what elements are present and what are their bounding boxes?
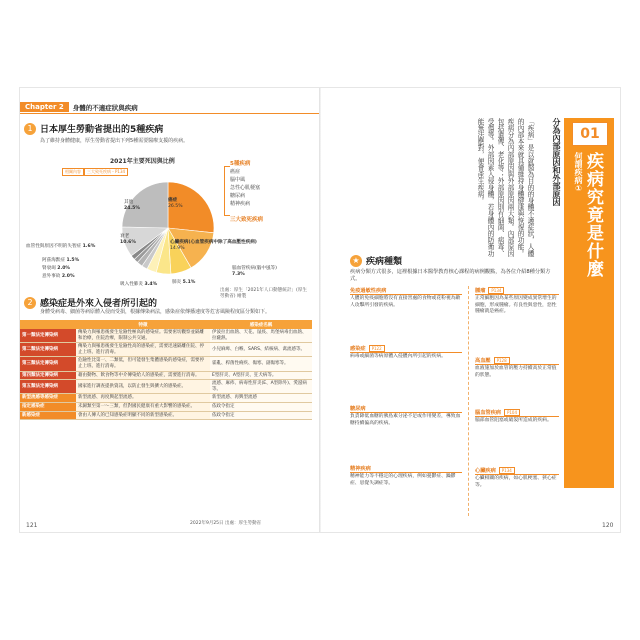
pie-label-heart: 心臟疾病(心血管疾病中除了高血壓性疾病) 14.9% — [170, 240, 257, 251]
section1-title: 日本厚生勞動省提出的5種疾病 — [40, 125, 164, 135]
ref-tag: P128 — [494, 357, 510, 364]
chapter-label: Chapter 2 — [20, 102, 69, 112]
bracket-line — [224, 166, 230, 216]
big3-ref-tag: 三大致死疾病・P134 — [84, 168, 128, 176]
row-disease-names: 依政令指定 — [210, 411, 312, 420]
ref-tag: P134 — [488, 287, 504, 294]
disease-card — [350, 346, 462, 361]
row-description: 新型流感、再度興起型流感。 — [76, 394, 210, 403]
disease-item: 癌症 — [230, 169, 241, 175]
row-category: 第二類法定傳染病 — [20, 343, 76, 357]
ref-tag: P122 — [369, 345, 385, 352]
row-disease-names: 小兒麻痺、白喉、SARS、結核病、禽流感等。 — [210, 343, 312, 357]
pie-label-cancer: 癌症 26.5% — [168, 198, 183, 209]
chart-source: 出處：厚生「2021年人口動態統計」(厚生勞動省) 繪製 — [220, 288, 307, 299]
related-tag: 相關內容 — [62, 168, 84, 176]
row-description: 藉由動物、飲食物等中介傳染給人的感染症，需要進行消毒。 — [76, 371, 210, 380]
number-circle-icon: 2 — [24, 297, 36, 309]
disease-card — [475, 288, 559, 316]
table-row — [20, 329, 312, 343]
card-title: 免疫過敏性疾病 — [350, 288, 462, 295]
disease-item: 糖尿病 — [230, 193, 246, 199]
table-header: 特徵 — [76, 320, 210, 329]
row-category: 第三類法定傳染病 — [20, 357, 76, 371]
row-disease-names: E型肝炎、A型肝炎、狂犬病等。 — [210, 371, 312, 380]
book-spread — [20, 88, 620, 532]
big3-label: 三大致死疾病 — [230, 217, 264, 223]
card-title: 心臟疾病 P134 — [475, 468, 559, 475]
pie-label-accident: 意外事故 2.0% — [42, 274, 75, 279]
row-category: 新感染症 — [20, 411, 76, 420]
table-header-row — [20, 320, 312, 329]
section2-heading — [24, 296, 157, 309]
column-heading: 分為內部原因和外部原因 — [552, 118, 561, 206]
row-category: 新型流感等感染症 — [20, 394, 76, 403]
pie-label-dementia: 血管性與原因不明的失智症 1.6% — [26, 244, 96, 249]
card-title: 高血壓 P128 — [475, 358, 559, 365]
column-separator — [468, 286, 469, 516]
card-body: 人體的免疫細胞將沒有直接害處的食物或花粉視為敵人攻擊所引發的疾病。 — [350, 296, 461, 308]
chart-title: 2021年主要死因與比例 — [110, 158, 175, 165]
left-page — [20, 88, 320, 532]
pie-label-senility: 衰老 10.6% — [120, 234, 136, 245]
table-row — [20, 357, 312, 371]
card-body: 心臟相關的疾病，如心肌梗塞、狹心症等。 — [475, 476, 557, 488]
tab-main-title: 疾病究竟是什麼 — [583, 152, 603, 278]
disease-item: 腦中風 — [230, 177, 246, 183]
card-body: 負責降低血糖的胰島素分泌不足或作用變差，導致血糖持續偏高的疾病。 — [350, 414, 461, 426]
pie-chart — [108, 168, 228, 288]
row-disease-names: 伊波拉出血熱、天花、鼠疫、馬堡病毒出血熱、拉薩熱。 — [210, 329, 312, 343]
chapter-header — [20, 101, 138, 113]
pie-label-alzheimer: 阿茲海默症 1.5% — [42, 258, 80, 263]
disease-card — [350, 288, 462, 309]
table-header — [20, 320, 76, 329]
card-title: 糖尿病 — [350, 406, 462, 413]
pie-label-other: 其他 24.5% — [124, 200, 140, 211]
section1-heading — [24, 122, 163, 135]
disease-card — [475, 410, 559, 425]
pie-label-aspiration: 吸入性肺炎 3.4% — [120, 282, 158, 287]
table-row — [20, 343, 312, 357]
row-disease-names: 新型流感、再興型流感 — [210, 394, 312, 403]
row-description: 未歸類至第一～三類，但對國民健康有重大影響的感染症。 — [76, 402, 210, 411]
table-header: 感染症名稱 — [210, 320, 312, 329]
row-description: 危險性比第一、二類低，但可能發生集體感染的感染症，需要停止上班、進行消毒。 — [76, 357, 210, 371]
pie-label-kidney: 腎衰竭 2.0% — [42, 266, 71, 271]
card-title: 腫瘤 P134 — [475, 288, 559, 295]
card-body: 腦部血管阻塞或破裂所造成的疾病。 — [475, 418, 552, 424]
table-row — [20, 380, 312, 394]
tab-subtitle: 何謂疾病① — [574, 152, 583, 193]
chapter-divider — [20, 113, 320, 114]
card-title: 感染症 P122 — [350, 346, 462, 353]
five-diseases-heading: 5種疾病 — [230, 161, 251, 167]
row-disease-names: 依政令指定 — [210, 402, 312, 411]
table-row — [20, 371, 312, 380]
types-intro: 疾病分類方式很多，這裡根據日本醫學教育核心課程的病例觀點，為各位介紹8種分類方式。 — [350, 269, 551, 282]
page-number-right: 120 — [602, 522, 614, 529]
card-body: 正常細胞因為某些原因變成異常增生的細胞，形成腫瘤。有良性與惡性，惡性腫瘤就是癌症。 — [475, 296, 557, 315]
card-body: 血液施加於血管的壓力持續高於正常值的狀態。 — [475, 366, 557, 378]
ref-tag: P134 — [499, 467, 515, 474]
section1-intro: 為了維持身體健康，厚生勞動省提出下列5種需要醫療支援的疾病。 — [40, 138, 189, 144]
row-disease-names: 流感、麻疹、病毒性肝炎(E、A型除外)、愛滋病等。 — [210, 380, 312, 394]
disease-card — [350, 406, 462, 427]
chapter-title: 身體的不適症狀與疾病 — [72, 103, 138, 112]
disease-card — [475, 468, 559, 489]
disease-item: 急性心肌梗塞 — [230, 185, 261, 191]
footnote: 2022年9月25日 出處：厚生勞動省 — [190, 521, 261, 526]
infectious-disease-table — [20, 320, 312, 420]
row-category: 第五類法定傳染病 — [20, 380, 76, 394]
table-row — [20, 402, 312, 411]
disease-card — [475, 358, 559, 379]
row-description: 傳染力與罹患後發生危險性極高的感染症。需要密切觀察並隔離和治療，住院治療，限制公共交通。 — [76, 329, 210, 343]
page-number-left: 121 — [26, 522, 38, 529]
types-title: 疾病種類 — [366, 257, 403, 267]
pie-label-stroke: 腦血管疾病(腦中風等) 7.3% — [232, 266, 277, 277]
card-title: 精神疾病 — [350, 466, 462, 473]
vertical-body-text: 「疾病」是以就醫為目的的身體不適症狀，人體的內部本來就具備維持身體健康與恢復的功能。疾病分為內部原因與外部原因兩大類。內部原因包括遺傳、老化等；外部原因則有細菌、病毒、受傷等。外部因素入侵身體，若身體內的防衛功能無法應對，便會產生疾病。 — [476, 118, 534, 257]
disease-card — [350, 466, 462, 487]
row-description: 國家進行調查提供資訊，以防止發生與擴大的感染症。 — [76, 380, 210, 394]
right-page — [320, 88, 620, 532]
table-row — [20, 411, 312, 420]
row-description: 傳染力與罹患後發生危險性高的感染症，需要迅速隔離住院、停止上班、進行消毒。 — [76, 343, 210, 357]
disease-item: 精神疾病 — [230, 201, 251, 207]
card-body: 病毒或細菌等病原體入侵體內所引起的疾病。 — [350, 354, 446, 360]
row-category: 指定感染症 — [20, 402, 76, 411]
tab-number: 01 — [572, 122, 608, 146]
row-disease-names: 霍亂、桿菌性痢疾、傷寒、副傷寒等。 — [210, 357, 312, 371]
section2-intro: 身體受病毒、細菌等病原體入侵而受損，根據傳染病法，感染症依傳播速度等危害風險程度區分類如下。 — [40, 309, 271, 315]
row-category: 第一類法定傳染病 — [20, 329, 76, 343]
pie-label-pneumonia: 肺炎 5.1% — [172, 280, 196, 285]
five-diseases-list — [230, 160, 263, 224]
ref-tag: P104 — [504, 409, 520, 416]
card-body: 精神能力等不穩定的心理疾病，例如憂鬱症、躁鬱症、思覺失調症等。 — [350, 474, 456, 486]
card-title: 腦血管疾病 P104 — [475, 410, 559, 417]
section2-title: 感染症是外來入侵者所引起的 — [40, 299, 158, 309]
row-category: 第四類法定傳染病 — [20, 371, 76, 380]
table-row — [20, 394, 312, 403]
row-description: 會由人傳人的已知感染症明顯不同的新型感染症。 — [76, 411, 210, 420]
number-circle-icon: 1 — [24, 123, 36, 135]
types-heading — [350, 254, 402, 267]
star-icon: ★ — [350, 255, 362, 267]
